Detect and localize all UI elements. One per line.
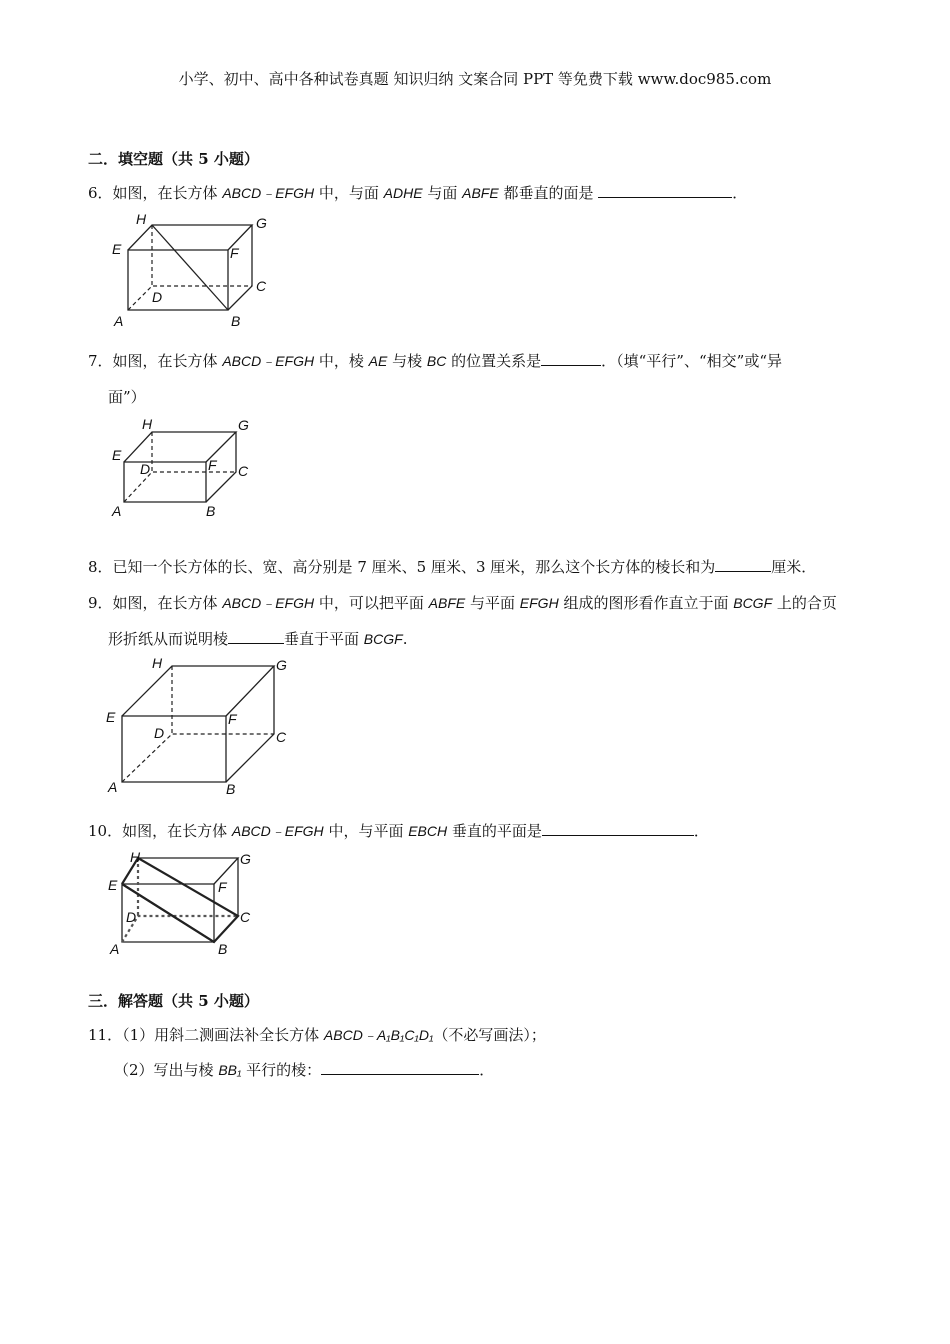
question-11: 11．（1）用斜二测画法补全长方体 ABCD﹣A₁B₁C₁D₁（不必写画法）； (88, 1026, 546, 1044)
vertex-label: H (130, 849, 141, 865)
vertex-label: G (276, 657, 287, 673)
question-number: 7． (88, 352, 113, 370)
question-6: 6．如图，在长方体 ABCD﹣EFGH 中，与面 ADHE 与面 ABFE 都垂直的面是 ． (88, 184, 748, 202)
section-answer-title: 三．解答题（共 5 小题） (88, 992, 259, 1010)
vertex-label: E (108, 877, 118, 893)
answer-blank[interactable] (228, 629, 284, 644)
answer-blank[interactable] (598, 183, 732, 198)
question-number: 11． (88, 1026, 123, 1044)
vertex-label: H (152, 655, 163, 671)
question-7-line2: 面”） (108, 388, 146, 406)
question-9-line2: 形折纸从而说明棱 垂直于平面 BCGF. (108, 630, 408, 648)
vertex-label: C (238, 463, 249, 479)
question-7: 7．如图，在长方体 ABCD﹣EFGH 中，棱 AE 与棱 BC 的位置关系是 ．（填“平行”、“相交”或“异 (88, 352, 782, 370)
question-number: 10． (88, 822, 123, 840)
answer-blank[interactable] (321, 1060, 479, 1075)
question-number: 9． (88, 594, 113, 612)
vertex-label: D (126, 909, 137, 925)
vertex-label: G (256, 215, 267, 231)
figure-q7-cuboid (108, 412, 268, 522)
figure-q9-cuboid (104, 652, 304, 800)
question-11-part2: （2）写出与棱 BB₁ 平行的棱： ． (114, 1061, 495, 1079)
vertex-label: F (230, 245, 239, 261)
vertex-label: G (238, 417, 249, 433)
vertex-label: E (112, 447, 122, 463)
vertex-label: C (276, 729, 287, 745)
answer-blank[interactable] (715, 557, 771, 572)
vertex-label: E (112, 241, 122, 257)
vertex-label: E (106, 709, 116, 725)
vertex-label: A (110, 941, 120, 957)
vertex-label: B (226, 781, 236, 797)
vertex-label: F (218, 879, 227, 895)
vertex-label: D (152, 289, 163, 305)
vertex-label: D (140, 461, 151, 477)
vertex-label: C (240, 909, 251, 925)
page-header: 小学、初中、高中各种试卷真题 知识归纳 文案合同 PPT 等免费下载 www.doc985.com (178, 70, 772, 88)
vertex-label: H (142, 416, 153, 432)
answer-blank[interactable] (542, 821, 694, 836)
vertex-label: B (206, 503, 216, 519)
vertex-label: H (136, 211, 147, 227)
vertex-label: C (256, 278, 267, 294)
question-number: 6． (88, 184, 113, 202)
vertex-label: B (231, 313, 241, 329)
vertex-label: D (154, 725, 165, 741)
question-10: 10．如图，在长方体 ABCD﹣EFGH 中，与平面 EBCH 垂直的平面是 ． (88, 822, 709, 840)
figure-q6-cuboid (110, 210, 280, 330)
vertex-label: A (112, 503, 122, 519)
question-9: 9．如图，在长方体 ABCD﹣EFGH 中，可以把平面 ABFE 与平面 EFGH 组成的图形看作直立于面 BCGF 上的合页 (88, 594, 837, 612)
vertex-label: A (108, 779, 118, 795)
vertex-label: G (240, 851, 251, 867)
vertex-label: F (208, 457, 217, 473)
figure-q10-cuboid (106, 846, 266, 958)
vertex-label: B (218, 941, 228, 957)
question-8: 8．已知一个长方体的长、宽、高分别是 7 厘米、5 厘米、3 厘米，那么这个长方体的棱长和为 厘米． (88, 558, 817, 576)
answer-blank[interactable] (541, 351, 601, 366)
question-number: 8． (88, 558, 113, 576)
section-fill-in-title: 二．填空题（共 5 小题） (88, 150, 259, 168)
vertex-label: A (114, 313, 124, 329)
vertex-label: F (228, 711, 237, 727)
